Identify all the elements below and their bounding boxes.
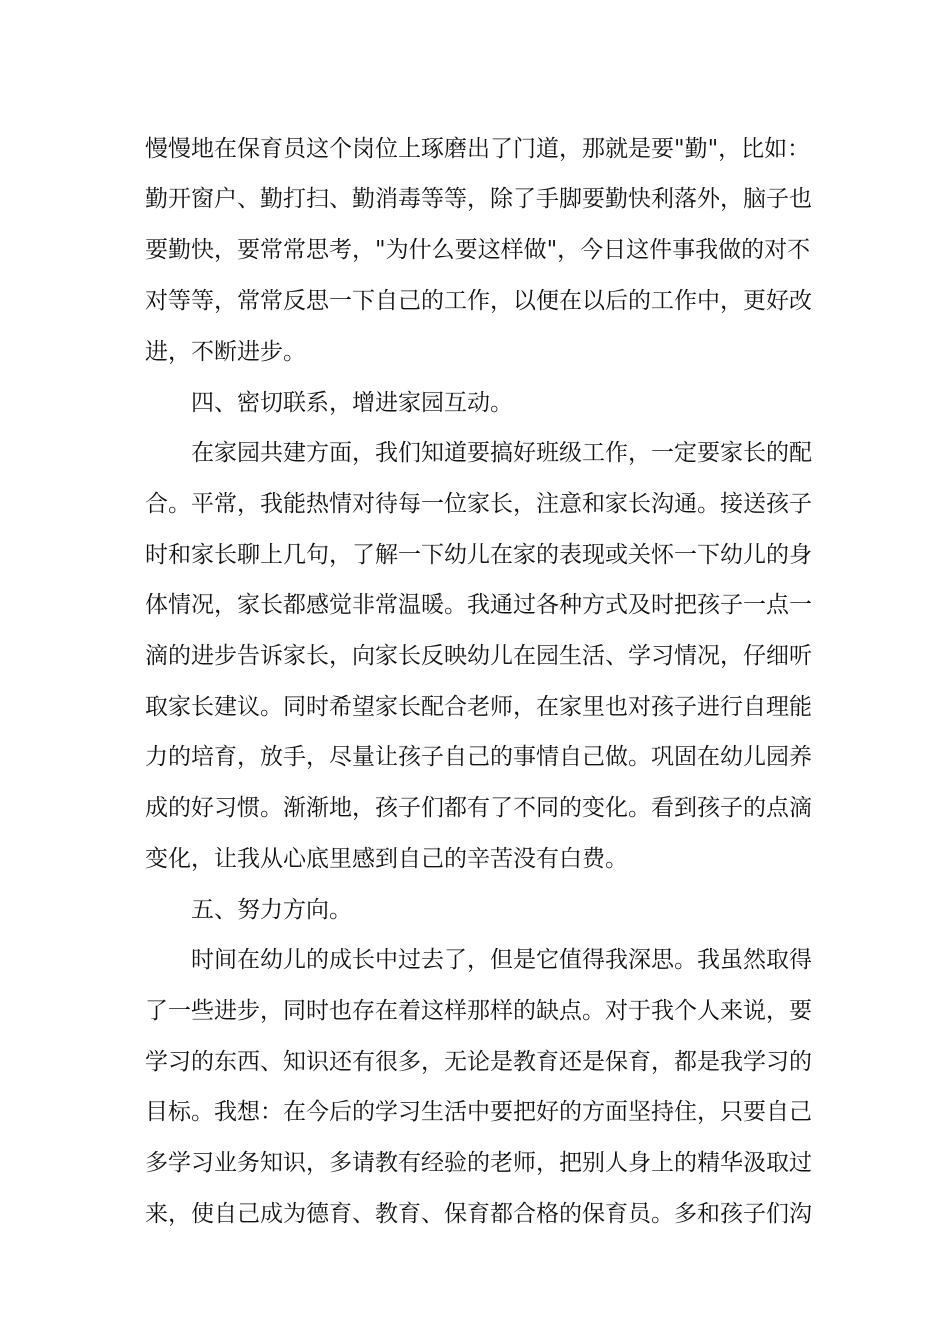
text-line: 力的培育，放手，尽量让孩子自己的事情自己做。巩固在幼儿园养 bbox=[145, 744, 812, 770]
text-line: 变化，让我从心底里感到自己的辛苦没有白费。 bbox=[145, 846, 628, 872]
text-line: 在家园共建方面，我们知道要搞好班级工作，一定要家长的配 bbox=[191, 440, 812, 466]
text-line: 时间在幼儿的成长中过去了，但是它值得我深思。我虽然取得 bbox=[191, 947, 812, 973]
text-line: 成的好习惯。渐渐地，孩子们都有了不同的变化。看到孩子的点滴 bbox=[145, 795, 812, 821]
text-line: 取家长建议。同时希望家长配合老师，在家里也对孩子进行自理能 bbox=[145, 694, 812, 720]
text-line: 进，不断进步。 bbox=[145, 339, 306, 365]
text-line: 慢慢地在保育员这个岗位上琢磨出了门道，那就是要"勤"，比如： bbox=[145, 136, 811, 162]
text-line: 目标。我想：在今后的学习生活中要把好的方面坚持住，只要自己 bbox=[145, 1099, 812, 1125]
text-line: 来，使自己成为德育、教育、保育都合格的保育员。多和孩子们沟 bbox=[145, 1201, 812, 1227]
text-line: 时和家长聊上几句，了解一下幼儿在家的表现或关怀一下幼儿的身 bbox=[145, 542, 812, 568]
section-heading: 四、密切联系，增进家园互动。 bbox=[191, 390, 513, 416]
text-line: 滴的进步告诉家长，向家长反映幼儿在园生活、学习情况，仔细听 bbox=[145, 643, 812, 669]
text-line: 学习的东西、知识还有很多，无论是教育还是保育，都是我学习的 bbox=[145, 1049, 812, 1075]
text-line: 对等等，常常反思一下自己的工作，以便在以后的工作中，更好改 bbox=[145, 288, 812, 314]
text-line: 多学习业务知识，多请教有经验的老师，把别人身上的精华汲取过 bbox=[145, 1150, 812, 1176]
text-line: 了一些进步，同时也存在着这样那样的缺点。对于我个人来说，要 bbox=[145, 998, 812, 1024]
text-line: 勤开窗户、勤打扫、勤消毒等等，除了手脚要勤快利落外，脑子也 bbox=[145, 186, 812, 212]
text-line: 体情况，家长都感觉非常温暖。我通过各种方式及时把孩子一点一 bbox=[145, 592, 812, 618]
text-line: 要勤快，要常常思考，"为什么要这样做"，今日这件事我做的对不 bbox=[145, 237, 811, 263]
text-line: 合。平常，我能热情对待每一位家长，注意和家长沟通。接送孩子 bbox=[145, 491, 812, 517]
section-heading: 五、努力方向。 bbox=[191, 897, 352, 923]
